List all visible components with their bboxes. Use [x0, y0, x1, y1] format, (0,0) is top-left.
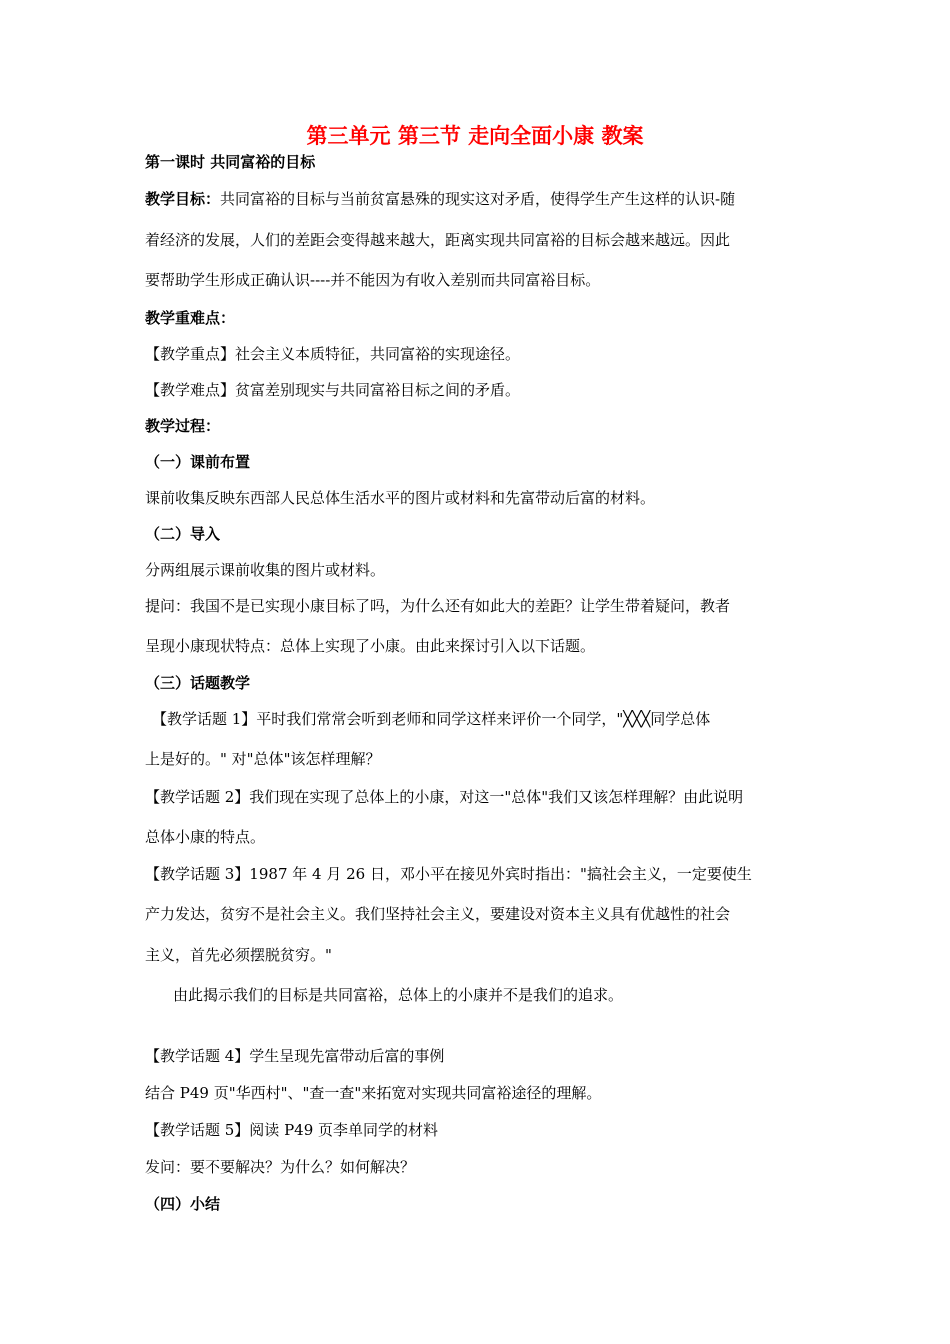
topic-3-line-3: 主义，首先必须摆脱贫穷。"	[145, 946, 332, 964]
document-title: 第三单元 第三节 走向全面小康 教案	[306, 124, 644, 148]
topic-4: 【教学话题 4】学生呈现先富带动后富的事例	[145, 1047, 445, 1065]
section-1-heading: （一）课前布置	[145, 453, 251, 471]
topic-2-line-2: 总体小康的特点。	[145, 828, 266, 846]
lesson-heading: 第一课时 共同富裕的目标	[145, 153, 316, 171]
topic-1-line-1: 【教学话题 1】平时我们常常会听到老师和同学这样来评价一个同学，"╳╳╳同学总体	[152, 710, 711, 728]
process-label: 教学过程：	[145, 417, 221, 435]
key-points-label: 教学重难点：	[145, 309, 236, 327]
key-point: 【教学重点】社会主义本质特征，共同富裕的实现途径。	[145, 345, 521, 363]
objectives-line-2: 着经济的发展，人们的差距会变得越来越大，距离实现共同富裕的目标会越来越远。因此	[145, 231, 731, 249]
objectives-text-1: 共同富裕的目标与当前贫富悬殊的现实这对矛盾，使得学生产生这样的认识-随	[220, 190, 736, 208]
objectives-label: 教学目标：	[145, 190, 221, 208]
section-3-heading: （三）话题教学	[145, 674, 251, 692]
topic-5-note: 发问：要不要解决？为什么？如何解决？	[145, 1158, 416, 1176]
objectives-line-1	[145, 188, 810, 210]
topic-3-line-1: 【教学话题 3】1987 年 4 月 26 日，邓小平在接见外宾时指出："搞社会主义，一定要使生	[145, 865, 752, 883]
section-4-heading: （四）小结	[145, 1195, 221, 1213]
section-1-text: 课前收集反映东西部人民总体生活水平的图片或材料和先富带动后富的材料。	[145, 489, 656, 507]
topic-1-line-2: 上是好的。" 对"总体"该怎样理解？	[145, 750, 381, 768]
topic-2-line-1: 【教学话题 2】我们现在实现了总体上的小康，对这一"总体"我们又该怎样理解？由此说明	[145, 788, 744, 806]
difficult-point: 【教学难点】贫富差别现实与共同富裕目标之间的矛盾。	[145, 381, 521, 399]
section-2-line-1: 分两组展示课前收集的图片或材料。	[145, 561, 386, 579]
objectives-line-3: 要帮助学生形成正确认识----并不能因为有收入差别而共同富裕目标。	[145, 271, 601, 289]
section-2-line-3: 呈现小康现状特点：总体上实现了小康。由此来探讨引入以下话题。	[145, 637, 596, 655]
section-2-heading: （二）导入	[145, 525, 221, 543]
section-2-line-2: 提问：我国不是已实现小康目标了吗，为什么还有如此大的差距？让学生带着疑问，教者	[145, 597, 731, 615]
topic-3-line-2: 产力发达，贫穷不是社会主义。我们坚持社会主义，要建设对资本主义具有优越性的社会	[145, 905, 731, 923]
topic-4-note: 结合 P49 页"华西村"、"查一查"来拓宽对实现共同富裕途径的理解。	[145, 1084, 602, 1102]
topic-5: 【教学话题 5】阅读 P49 页李单同学的材料	[145, 1121, 439, 1139]
topic-3-conclusion: 由此揭示我们的目标是共同富裕，总体上的小康并不是我们的追求。	[173, 986, 624, 1004]
